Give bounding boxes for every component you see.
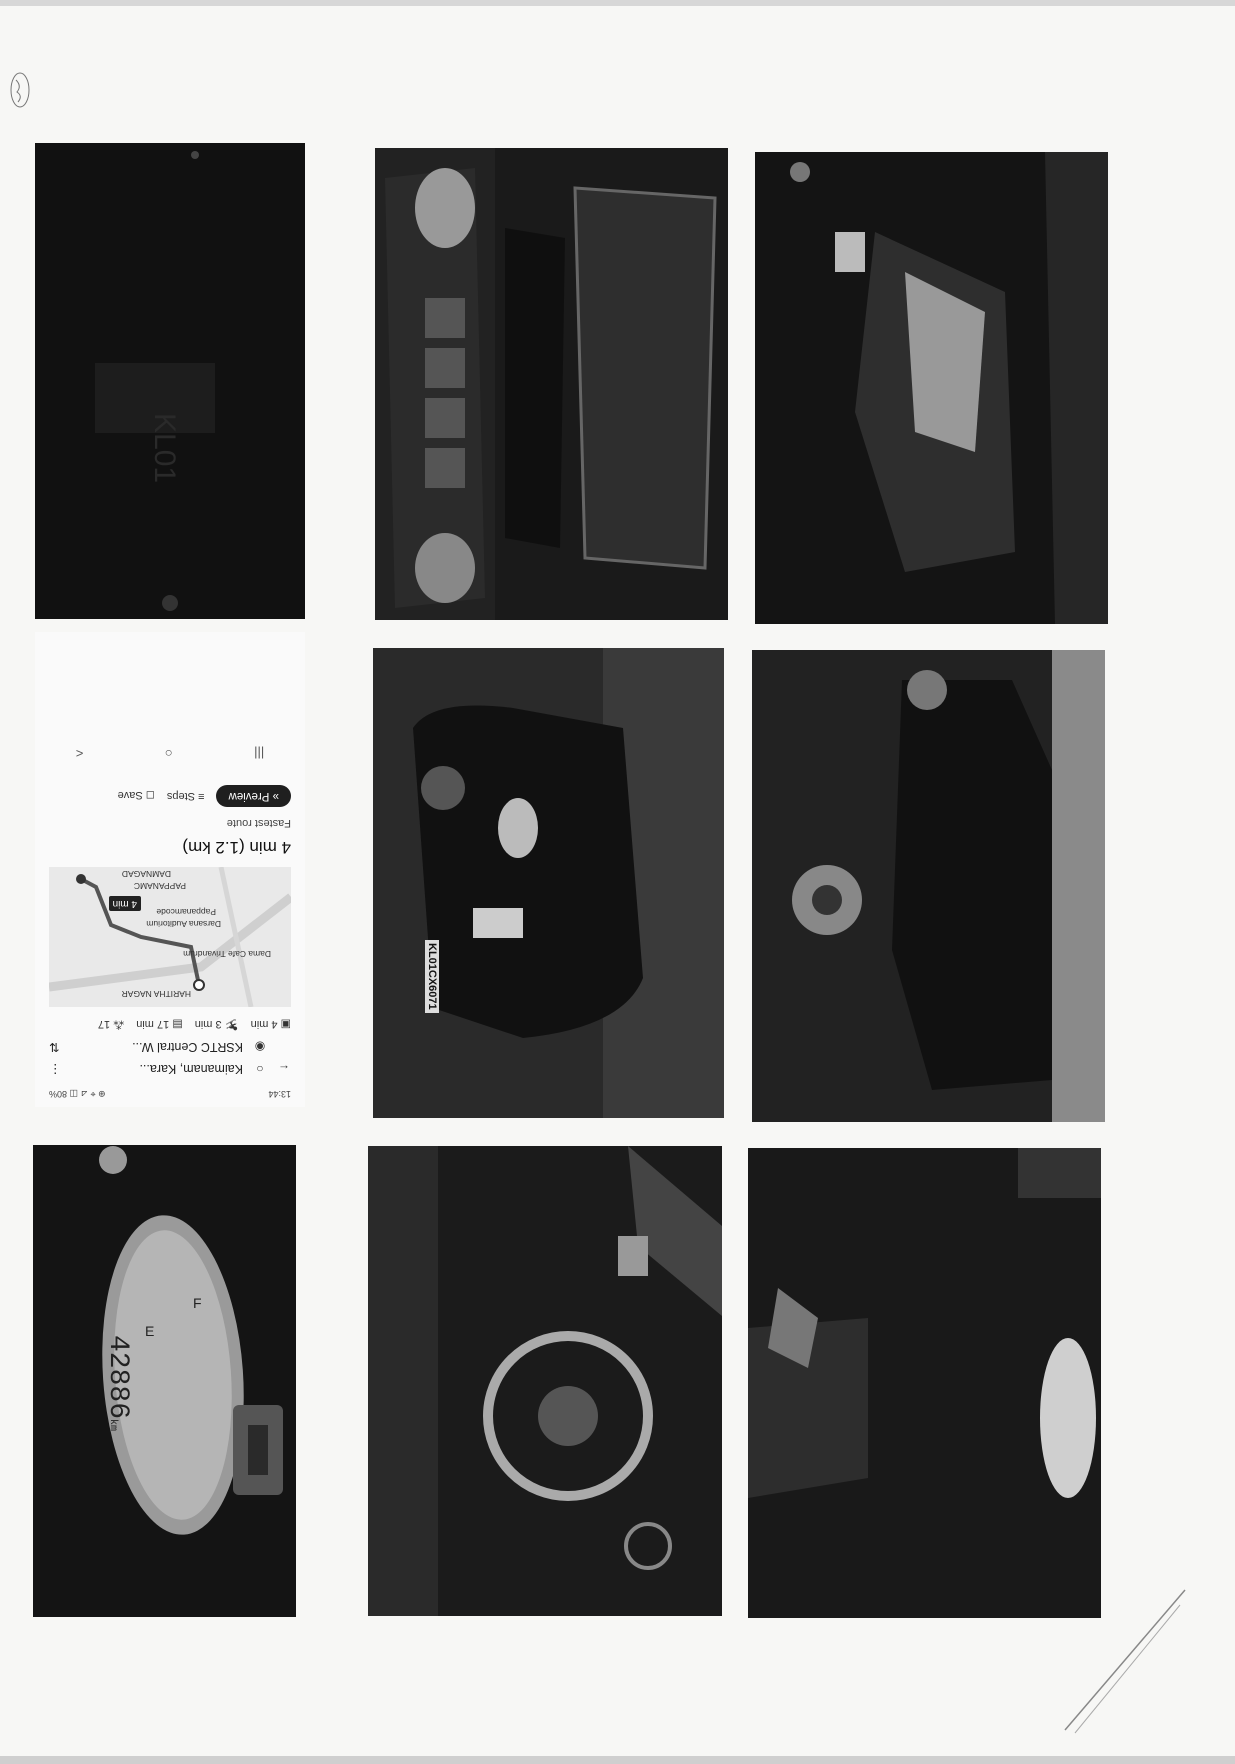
bike-icon: ⛷ — [224, 1018, 239, 1030]
photo-engine-bay — [375, 148, 728, 620]
fuel-empty-label: E — [145, 1323, 155, 1339]
pen-scribble — [1055, 1585, 1195, 1735]
back-arrow-icon[interactable]: ← — [278, 1062, 290, 1077]
scan-bottom-edge — [0, 1756, 1235, 1764]
origin-dot-icon: ○ — [256, 1062, 264, 1077]
more-menu-icon[interactable]: ⋮ — [49, 1062, 62, 1076]
end-marker — [76, 874, 86, 884]
action-buttons — [118, 785, 291, 807]
navigation-screenshot — [35, 632, 305, 1107]
transit-icon: ▤ — [172, 1018, 183, 1030]
travel-modes — [98, 1018, 291, 1031]
fuel-full-label: F — [193, 1295, 202, 1311]
odometer-value: 42886 — [102, 1335, 133, 1420]
car-icon: ▣ — [280, 1018, 291, 1030]
home-icon[interactable]: ○ — [164, 746, 173, 761]
mode-transit[interactable] — [136, 1018, 183, 1031]
odometer-reading — [102, 1335, 133, 1431]
maps-app-screen — [35, 632, 305, 1107]
swap-icon[interactable]: ⇅ — [49, 1040, 60, 1054]
photo-side-view — [752, 650, 1105, 1122]
photo-debris — [755, 152, 1108, 624]
map-label-darsana: Darsana Auditorium — [146, 919, 221, 929]
route-note: Fastest route — [226, 817, 291, 829]
mode-walk-label: 17 — [97, 1018, 111, 1030]
destination-field[interactable]: KSRTC Central W... — [132, 1040, 243, 1055]
mode-car-label: 4 min — [250, 1018, 278, 1030]
status-time: 13:44 — [268, 1089, 291, 1099]
status-bar — [49, 1085, 291, 1099]
ink-stamp-mark — [6, 66, 34, 114]
odometer-unit: km — [107, 1419, 118, 1432]
number-plate: KL01CX6071 — [425, 940, 439, 1013]
mode-bike[interactable] — [195, 1018, 239, 1031]
android-nav-bar — [35, 746, 305, 761]
back-icon[interactable]: < — [75, 746, 84, 761]
route-map[interactable] — [49, 867, 291, 1007]
destination-pin-icon: ◉ — [254, 1040, 266, 1055]
recents-icon[interactable]: ||| — [254, 746, 265, 761]
map-label-haritha: HARITHA NAGAR — [121, 989, 191, 999]
photo-damage-closeup — [748, 1148, 1101, 1618]
mode-transit-label: 17 min — [136, 1018, 170, 1030]
map-label-damnagad: DAMNAGAD — [121, 869, 171, 879]
photo-dark-plate — [35, 143, 305, 619]
photo-front-view — [373, 648, 724, 1118]
photo-interior — [368, 1146, 722, 1616]
mode-car[interactable] — [251, 1018, 291, 1031]
origin-row[interactable] — [49, 1062, 291, 1077]
scan-top-edge — [0, 0, 1235, 6]
destination-row[interactable] — [49, 1040, 291, 1055]
eta-badge: 4 min — [109, 896, 141, 911]
origin-field[interactable]: Kaimanam, Kara... — [139, 1062, 243, 1077]
start-marker — [194, 980, 204, 990]
map-label-pappanamc: PAPPANAMC — [133, 881, 186, 891]
map-label-pappanamcode: Pappanamcode — [156, 907, 216, 917]
map-label-dama: Dama Cafe Trivandrum — [183, 949, 271, 959]
photo-odometer — [33, 1145, 296, 1617]
mode-walk[interactable] — [98, 1018, 124, 1031]
mode-bike-label: 3 min — [194, 1018, 222, 1030]
walk-icon: ⁂ — [113, 1018, 125, 1030]
svg-text:KL01: KL01 — [148, 413, 181, 484]
steps-button[interactable]: ≡ Steps — [166, 790, 205, 802]
route-summary: 4 min (1.2 km) — [182, 838, 291, 857]
status-icons: ⊕ ⌖ ⊿ ◫ 80% — [49, 1089, 106, 1099]
preview-button[interactable]: » Preview — [217, 785, 292, 807]
save-button[interactable]: ◻ Save — [117, 789, 155, 802]
